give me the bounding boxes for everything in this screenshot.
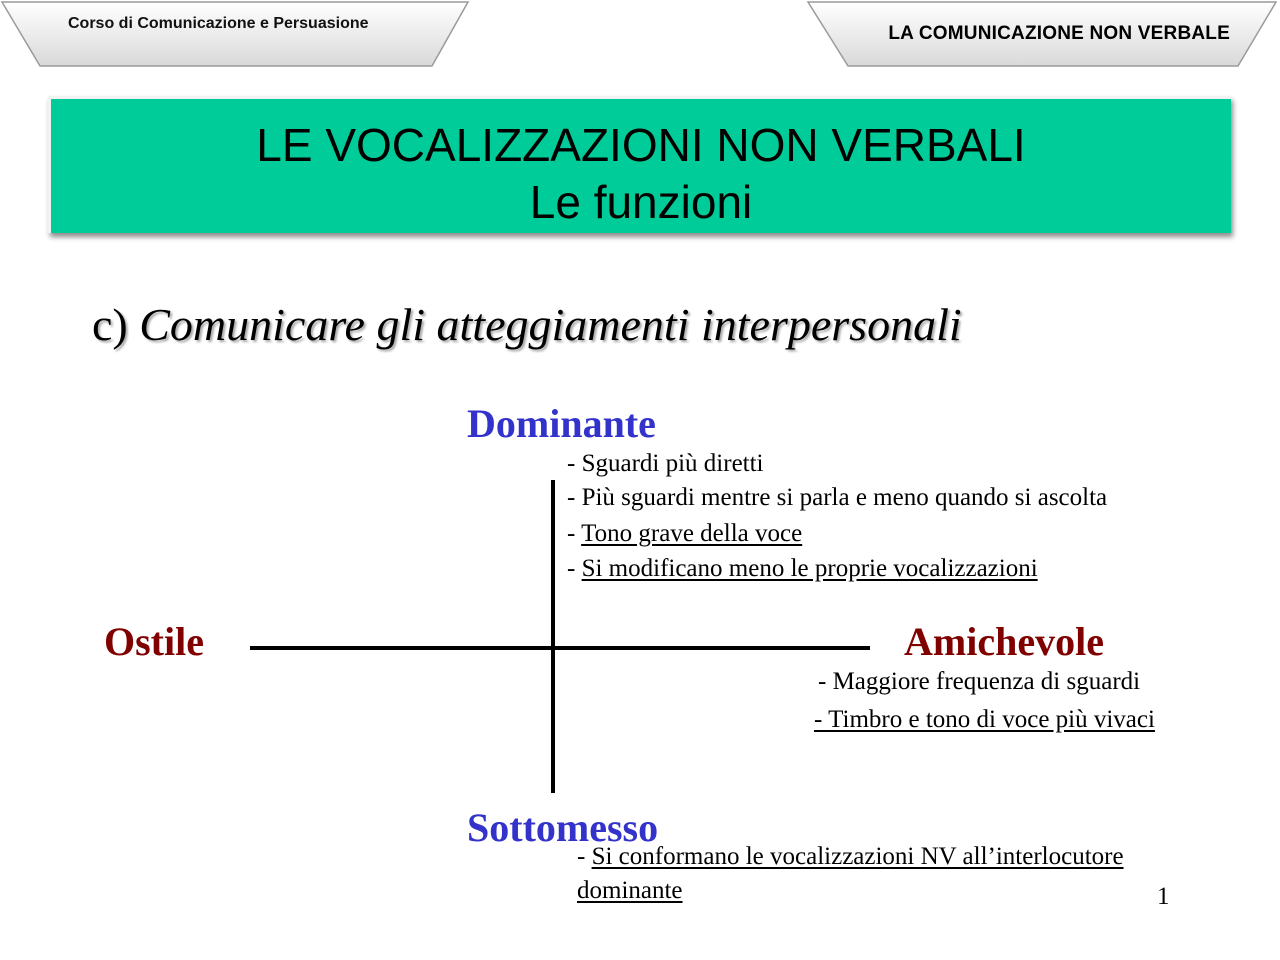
axis-label-left: Ostile <box>104 619 204 664</box>
note-text: Sguardi più diretti <box>581 450 764 477</box>
dominant-note-3 <box>567 520 802 548</box>
submissive-note-1 <box>577 843 1124 871</box>
note-text: Tono grave della voce <box>581 520 803 547</box>
note-text: Si modificano meno le proprie vocalizzazioni <box>581 555 1038 582</box>
note-text: Si conformano le vocalizzazioni NV all’interlocutore <box>591 843 1124 870</box>
point-letter: c) <box>92 299 128 350</box>
page-number: 1 <box>1157 883 1170 910</box>
horizontal-axis <box>250 646 870 650</box>
note-dash: - <box>567 450 582 477</box>
note-text: Più sguardi mentre si parla e meno quando si ascolta <box>581 484 1108 511</box>
dominant-note-4 <box>567 555 1038 583</box>
point-text: Comunicare gli atteggiamenti interpersonali <box>139 299 962 350</box>
point-heading <box>92 298 962 351</box>
note-dash: - <box>567 520 582 547</box>
note-dash: - <box>567 484 582 511</box>
axis-label-bottom: Sottomesso <box>467 805 659 850</box>
title-banner <box>48 96 1231 233</box>
friendly-note-1: - Maggiore frequenza di sguardi <box>818 668 1141 695</box>
slide-subtitle: Le funzioni <box>529 176 753 228</box>
course-title: Corso di Comunicazione e Persuasione <box>68 15 369 32</box>
dominant-note-1 <box>567 450 764 478</box>
friendly-note-2: - Timbro e tono di voce più vivaci <box>814 706 1155 733</box>
note-dash: - <box>577 843 592 870</box>
dominant-note-2 <box>567 484 1107 512</box>
axis-label-right: Amichevole <box>904 619 1104 664</box>
vertical-axis <box>551 480 555 793</box>
submissive-note-1-cont: dominante <box>577 877 683 904</box>
note-dash: - <box>567 555 582 582</box>
axis-label-top: Dominante <box>467 401 656 446</box>
slide-title: LE VOCALIZZAZIONI NON VERBALI <box>256 119 1026 171</box>
section-title: LA COMUNICAZIONE NON VERBALE <box>888 23 1230 44</box>
